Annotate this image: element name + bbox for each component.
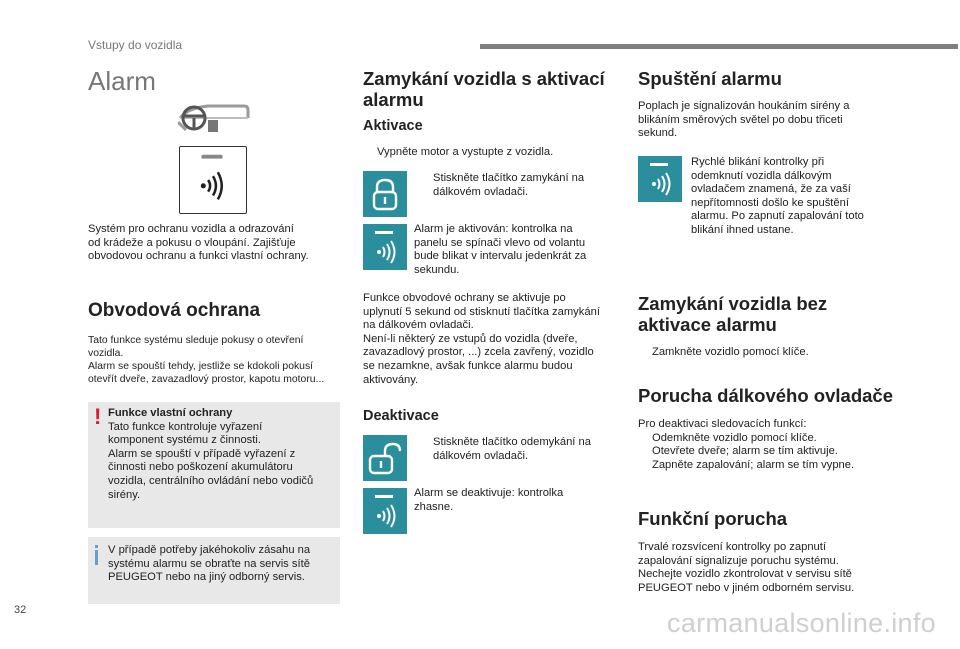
lock-with-alarm-heading: Zamykání vozidla s aktivací alarmu bbox=[363, 68, 605, 110]
bullet-icon bbox=[419, 436, 433, 463]
page-title: Alarm bbox=[88, 66, 156, 96]
bullet-icon bbox=[638, 432, 652, 446]
page-number: 32 bbox=[14, 604, 27, 616]
activated-text: Alarm je aktivován: kontrolka na panelu se spínači vlevo od volantu bude blikat v intervalu jedenkrát za sekundu. bbox=[414, 223, 587, 276]
deactivated-text: Alarm se deaktivuje: kontrolka zhasne. bbox=[414, 487, 564, 513]
alarm-led-fast-blink-icon bbox=[638, 156, 682, 202]
malfunction-heading: Funkční porucha bbox=[638, 508, 788, 529]
alarm-led-icon bbox=[363, 224, 407, 270]
unlock-button-icon bbox=[363, 435, 407, 481]
fast-blink-text: Rychlé blikání kontrolky při odemknutí vozidla dálkovým ovladačem znamená, že za vaší nepřítomnosti došlo ke spuštění alarmu. Po zapnutí zapalování toto blikání ihned ustane. bbox=[691, 156, 864, 236]
malfunction-text: Trvalé rozsvícení kontrolky po zapnutí zapalování signalizuje poruchu systému. Nechejte vozidlo zkontrolovat v servisu sítě PEUGEOT nebo v jiném odborném servisu. bbox=[638, 541, 855, 594]
steering-wheel-icon bbox=[178, 100, 250, 136]
watermark: carmanualsonline.info bbox=[667, 608, 936, 638]
bullet-icon bbox=[638, 346, 652, 360]
info-text: V případě potřeby jakéhokoliv zásahu na systému alarmu se obraťte na servis sítě PEUGEOT nebo na jiný odborný servis. bbox=[108, 544, 311, 584]
info-icon-dot bbox=[95, 545, 98, 548]
info-icon bbox=[95, 550, 98, 565]
activation-bullet: Vypněte motor a vystupte z vozidla. bbox=[363, 146, 618, 160]
header-bar bbox=[480, 44, 958, 49]
perimeter-activation-note: Funkce obvodové ochrany se aktivuje po uplynutí 5 sekund od stisknutí tlačítka zamykání na dálkovém ovladači. Není-li některý ze vstupů do vozidla (dveře, zavazadlový prostor, ...) zcela zavřený, vozidlo se nezamkne, avšak funkce alarmu budou aktivovány. bbox=[363, 292, 600, 386]
bullet-icon bbox=[638, 445, 652, 459]
bullet-icon bbox=[419, 172, 433, 199]
perimeter-text: Tato funkce systému sleduje pokusy o otevření vozidla. Alarm se spouští tehdy, jestliže se kdokoli pokusí otevřít dveře, zavazadlový prostor, kapotu motoru... bbox=[88, 335, 325, 385]
alarm-trigger-text: Poplach je signalizován houkáním sirény a blikáním směrových světel po dobu třiceti sekund. bbox=[638, 100, 850, 140]
alarm-led-off-icon bbox=[363, 488, 407, 534]
alarm-switch-panel-icon bbox=[179, 146, 247, 214]
lock-button-icon bbox=[363, 171, 407, 217]
bullet-icon bbox=[638, 459, 652, 473]
deactivation-heading: Deaktivace bbox=[363, 408, 439, 424]
alarm-trigger-heading: Spuštění alarmu bbox=[638, 68, 782, 89]
warning-icon: ! bbox=[94, 404, 102, 429]
activation-heading: Aktivace bbox=[363, 118, 423, 134]
section-header: Vstupy do vozidla bbox=[88, 38, 183, 52]
perimeter-heading: Obvodová ochrana bbox=[88, 300, 261, 321]
unlock-step: Stiskněte tlačítko odemykání na dálkovém ovladači. bbox=[419, 436, 619, 463]
lock-step: Stiskněte tlačítko zamykání na dálkovém ovladači. bbox=[419, 172, 619, 199]
remote-fault-heading: Porucha dálkového ovladače bbox=[638, 385, 893, 406]
bullet-icon bbox=[363, 146, 377, 160]
alarm-intro: Systém pro ochranu vozidla a odrazování od krádeže a pokusu o vloupání. Zajišťuje obvodovou ochranu a funkci vlastní ochrany. bbox=[88, 223, 309, 263]
lock-without-alarm-bullet: Zamkněte vozidlo pomocí klíče. bbox=[638, 346, 900, 360]
lock-without-alarm-heading: Zamykání vozidla bez aktivace alarmu bbox=[638, 293, 828, 335]
warning-text: Funkce vlastní ochrany Tato funkce kontroluje vyřazení komponent systému z činnosti. Alarm se spouští v případě vyřazení z činnosti nebo poškození akumulátoru vozidla, centrálního ovládání nebo vodičů sirény. bbox=[108, 407, 314, 501]
remote-fault-text: Pro deaktivaci sledovacích funkcí: Odemkněte vozidlo pomocí klíče. Otevřete dveře; alarm se tím aktivuje. Zapněte zapalování; alarm se tím vypne. bbox=[638, 418, 855, 471]
